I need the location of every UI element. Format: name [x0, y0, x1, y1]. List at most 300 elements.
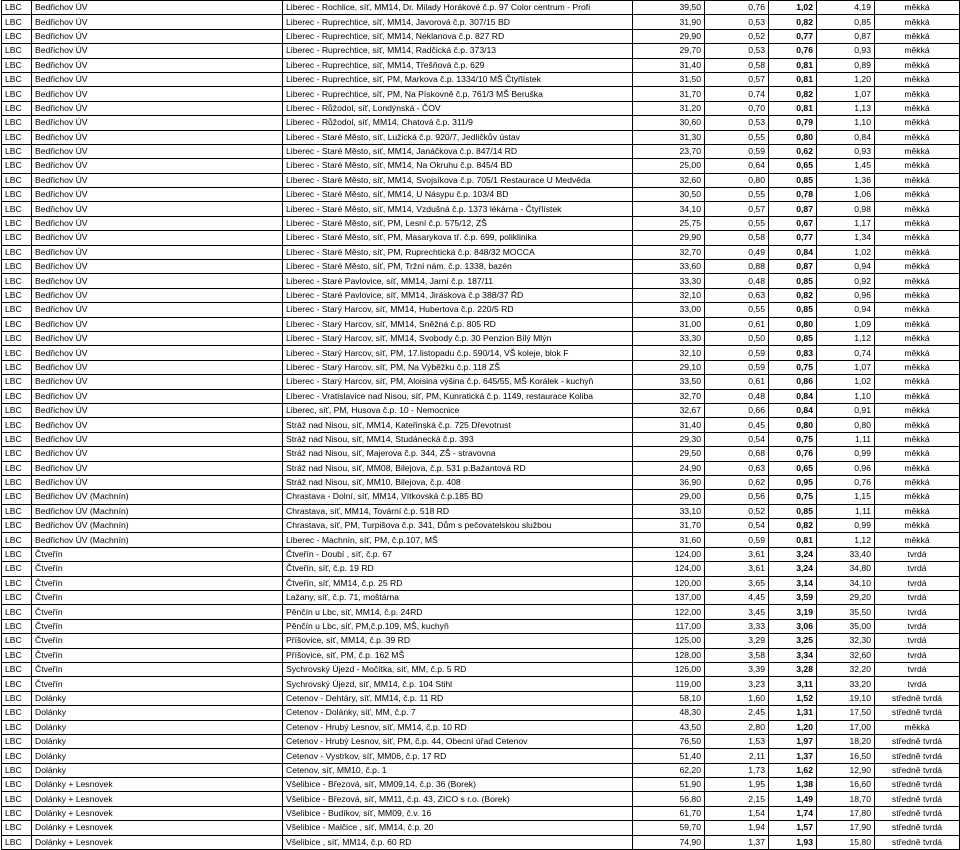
factor1-cell: 2,15: [705, 792, 769, 806]
hardness-cell: měkká: [875, 116, 960, 130]
location-cell: Liberec - Staré Město, síť, PM, Masarykova tř. č.p. 699, poliklinika: [283, 231, 633, 245]
numeric-cell: 29,90: [633, 29, 705, 43]
region-cell: LBC: [2, 547, 32, 561]
source-cell: Bedřichov ÚV: [32, 461, 283, 475]
source-cell: Bedřichov ÚV (Machnín): [32, 519, 283, 533]
factor2-cell: 33,20: [817, 677, 875, 691]
numeric-cell: 33,10: [633, 504, 705, 518]
factor1-cell: 0,52: [705, 29, 769, 43]
location-cell: Chrastava - Dolní, síť, MM14, Vítkovská č.p.185 BD: [283, 490, 633, 504]
factor2-cell: 1,12: [817, 331, 875, 345]
value-cell: 1,93: [769, 835, 817, 849]
region-cell: LBC: [2, 317, 32, 331]
table-row: [2, 15, 960, 29]
value-cell: 3,24: [769, 562, 817, 576]
location-cell: Liberec - Vratislavice nad Nisou, síť, PM, Kunratická č.p. 1149, restaurace Koliba: [283, 389, 633, 403]
table-row: [2, 634, 960, 648]
region-cell: LBC: [2, 806, 32, 820]
source-cell: Čtveřín: [32, 576, 283, 590]
region-cell: LBC: [2, 346, 32, 360]
hardness-cell: měkká: [875, 274, 960, 288]
factor1-cell: 0,88: [705, 260, 769, 274]
numeric-cell: 39,50: [633, 1, 705, 15]
factor1-cell: 0,55: [705, 130, 769, 144]
factor2-cell: 18,20: [817, 734, 875, 748]
table-row: [2, 533, 960, 547]
hardness-cell: měkká: [875, 389, 960, 403]
numeric-cell: 31,50: [633, 72, 705, 86]
value-cell: 1,62: [769, 763, 817, 777]
hardness-cell: měkká: [875, 173, 960, 187]
factor2-cell: 1,11: [817, 504, 875, 518]
factor2-cell: 0,89: [817, 58, 875, 72]
factor1-cell: 1,60: [705, 691, 769, 705]
factor1-cell: 1,95: [705, 778, 769, 792]
hardness-cell: měkká: [875, 216, 960, 230]
table-row: [2, 605, 960, 619]
factor2-cell: 0,76: [817, 475, 875, 489]
source-cell: Bedřichov ÚV: [32, 447, 283, 461]
value-cell: 0,80: [769, 418, 817, 432]
factor1-cell: 0,55: [705, 188, 769, 202]
hardness-cell: středně tvrdá: [875, 734, 960, 748]
factor1-cell: 0,58: [705, 231, 769, 245]
factor2-cell: 0,96: [817, 461, 875, 475]
factor1-cell: 3,39: [705, 662, 769, 676]
region-cell: LBC: [2, 677, 32, 691]
source-cell: Dolánky + Lesnovek: [32, 792, 283, 806]
factor1-cell: 1,73: [705, 763, 769, 777]
factor1-cell: 3,33: [705, 619, 769, 633]
factor2-cell: 34,80: [817, 562, 875, 576]
region-cell: LBC: [2, 216, 32, 230]
factor2-cell: 0,93: [817, 44, 875, 58]
table-row: [2, 331, 960, 345]
table-body: [2, 1, 960, 850]
value-cell: 0,79: [769, 116, 817, 130]
location-cell: Všelibice - Březová, síť, MM11, č.p. 43, ZICO s r.o. (Borek): [283, 792, 633, 806]
numeric-cell: 31,40: [633, 418, 705, 432]
table-row: [2, 173, 960, 187]
hardness-cell: měkká: [875, 188, 960, 202]
region-cell: LBC: [2, 821, 32, 835]
region-cell: LBC: [2, 576, 32, 590]
hardness-cell: měkká: [875, 317, 960, 331]
numeric-cell: 29,10: [633, 360, 705, 374]
hardness-cell: tvrdá: [875, 634, 960, 648]
factor1-cell: 3,61: [705, 562, 769, 576]
numeric-cell: 31,40: [633, 58, 705, 72]
value-cell: 0,62: [769, 144, 817, 158]
value-cell: 0,81: [769, 72, 817, 86]
factor1-cell: 0,59: [705, 533, 769, 547]
factor2-cell: 17,50: [817, 706, 875, 720]
region-cell: LBC: [2, 303, 32, 317]
table-row: [2, 1, 960, 15]
hardness-cell: měkká: [875, 44, 960, 58]
value-cell: 0,65: [769, 159, 817, 173]
value-cell: 0,65: [769, 461, 817, 475]
table-row: [2, 346, 960, 360]
location-cell: Chrastava, síť, PM, Turpišova č.p. 341, Dům s pečovatelskou službou: [283, 519, 633, 533]
location-cell: Stráž nad Nisou, síť, MM14, Kateřinská č.p. 725 Dřevotrust: [283, 418, 633, 432]
location-cell: Liberec - Růžodol, síť, Londýnská - ČOV: [283, 101, 633, 115]
value-cell: 3,06: [769, 619, 817, 633]
value-cell: 0,85: [769, 331, 817, 345]
factor2-cell: 1,10: [817, 389, 875, 403]
location-cell: Liberec - Staré Město, síť, PM, Tržní nám. č.p. 1338, bazén: [283, 260, 633, 274]
hardness-cell: měkká: [875, 432, 960, 446]
region-cell: LBC: [2, 648, 32, 662]
location-cell: Cetenov - Hrubý Lesnov, síť, PM, č.p. 44, Obecní úřad Cetenov: [283, 734, 633, 748]
region-cell: LBC: [2, 691, 32, 705]
numeric-cell: 61,70: [633, 806, 705, 820]
location-cell: Cetenov - Dolánky, síť, MM, č.p. 7: [283, 706, 633, 720]
source-cell: Bedřichov ÚV: [32, 403, 283, 417]
location-cell: Lažany, síť, č.p. 71, moštárna: [283, 591, 633, 605]
region-cell: LBC: [2, 1, 32, 15]
value-cell: 1,52: [769, 691, 817, 705]
table-row: [2, 749, 960, 763]
location-cell: Čtveřín - Doubí , síť, č.p. 67: [283, 547, 633, 561]
factor2-cell: 32,20: [817, 662, 875, 676]
table-row: [2, 130, 960, 144]
source-cell: Čtveřín: [32, 605, 283, 619]
source-cell: Bedřichov ÚV: [32, 173, 283, 187]
source-cell: Bedřichov ÚV: [32, 260, 283, 274]
hardness-cell: měkká: [875, 403, 960, 417]
table-row: [2, 648, 960, 662]
numeric-cell: 31,30: [633, 130, 705, 144]
location-cell: Liberec - Staré Město, síť, PM, Ruprechtická č.p. 848/32 MOCCA: [283, 245, 633, 259]
source-cell: Bedřichov ÚV: [32, 72, 283, 86]
source-cell: Bedřichov ÚV: [32, 1, 283, 15]
region-cell: LBC: [2, 173, 32, 187]
value-cell: 0,81: [769, 101, 817, 115]
table-row: [2, 375, 960, 389]
hardness-cell: tvrdá: [875, 662, 960, 676]
source-cell: Bedřichov ÚV: [32, 331, 283, 345]
source-cell: Bedřichov ÚV: [32, 101, 283, 115]
numeric-cell: 33,30: [633, 274, 705, 288]
factor1-cell: 0,49: [705, 245, 769, 259]
factor1-cell: 0,63: [705, 288, 769, 302]
numeric-cell: 137,00: [633, 591, 705, 605]
value-cell: 0,86: [769, 375, 817, 389]
region-cell: LBC: [2, 763, 32, 777]
value-cell: 0,87: [769, 202, 817, 216]
source-cell: Bedřichov ÚV (Machnín): [32, 533, 283, 547]
region-cell: LBC: [2, 360, 32, 374]
location-cell: Příšovice, síť, PM, č.p. 162 MŠ: [283, 648, 633, 662]
source-cell: Dolánky: [32, 749, 283, 763]
hardness-cell: středně tvrdá: [875, 821, 960, 835]
value-cell: 1,97: [769, 734, 817, 748]
numeric-cell: 32,67: [633, 403, 705, 417]
location-cell: Čtveřín, síť, č.p. 19 RD: [283, 562, 633, 576]
factor2-cell: 16,60: [817, 778, 875, 792]
factor1-cell: 3,45: [705, 605, 769, 619]
hardness-cell: měkká: [875, 490, 960, 504]
region-cell: LBC: [2, 475, 32, 489]
factor1-cell: 0,62: [705, 475, 769, 489]
source-cell: Bedřichov ÚV: [32, 288, 283, 302]
factor1-cell: 1,53: [705, 734, 769, 748]
location-cell: Liberec - Ruprechtice, síť, MM14, Neklanova č.p. 827 RD: [283, 29, 633, 43]
hardness-cell: středně tvrdá: [875, 749, 960, 763]
numeric-cell: 120,00: [633, 576, 705, 590]
factor1-cell: 0,61: [705, 317, 769, 331]
value-cell: 3,59: [769, 591, 817, 605]
factor2-cell: 1,45: [817, 159, 875, 173]
hardness-cell: měkká: [875, 130, 960, 144]
table-row: [2, 677, 960, 691]
value-cell: 3,28: [769, 662, 817, 676]
region-cell: LBC: [2, 662, 32, 676]
region-cell: LBC: [2, 202, 32, 216]
factor1-cell: 0,50: [705, 331, 769, 345]
hardness-cell: měkká: [875, 346, 960, 360]
value-cell: 0,77: [769, 29, 817, 43]
table-row: [2, 591, 960, 605]
value-cell: 1,49: [769, 792, 817, 806]
hardness-cell: středně tvrdá: [875, 835, 960, 849]
factor2-cell: 1,13: [817, 101, 875, 115]
hardness-cell: měkká: [875, 720, 960, 734]
factor1-cell: 0,64: [705, 159, 769, 173]
region-cell: LBC: [2, 562, 32, 576]
table-row: [2, 792, 960, 806]
factor2-cell: 33,40: [817, 547, 875, 561]
region-cell: LBC: [2, 403, 32, 417]
table-row: [2, 101, 960, 115]
factor2-cell: 1,17: [817, 216, 875, 230]
value-cell: 0,75: [769, 490, 817, 504]
factor2-cell: 32,60: [817, 648, 875, 662]
source-cell: Bedřichov ÚV: [32, 144, 283, 158]
numeric-cell: 31,90: [633, 15, 705, 29]
table-row: [2, 490, 960, 504]
factor2-cell: 0,99: [817, 447, 875, 461]
factor2-cell: 17,90: [817, 821, 875, 835]
table-row: [2, 475, 960, 489]
factor1-cell: 0,59: [705, 346, 769, 360]
location-cell: Liberec - Starý Harcov, síť, PM, 17.listopadu č.p. 590/14, VŠ koleje, blok F: [283, 346, 633, 360]
factor2-cell: 0,94: [817, 303, 875, 317]
location-cell: Cetenov - Hrubý Lesnov, síť, MM14, č.p. 10 RD: [283, 720, 633, 734]
factor2-cell: 0,74: [817, 346, 875, 360]
factor1-cell: 1,54: [705, 806, 769, 820]
table-row: [2, 547, 960, 561]
location-cell: Stráž nad Nisou, síť, Majerova č.p. 344, ZŠ - stravovna: [283, 447, 633, 461]
numeric-cell: 117,00: [633, 619, 705, 633]
table-row: [2, 691, 960, 705]
table-row: [2, 662, 960, 676]
factor2-cell: 1,07: [817, 87, 875, 101]
value-cell: 0,81: [769, 58, 817, 72]
value-cell: 0,82: [769, 519, 817, 533]
hardness-cell: středně tvrdá: [875, 792, 960, 806]
source-cell: Bedřichov ÚV: [32, 44, 283, 58]
value-cell: 3,34: [769, 648, 817, 662]
source-cell: Čtveřín: [32, 619, 283, 633]
value-cell: 0,80: [769, 130, 817, 144]
hardness-cell: měkká: [875, 447, 960, 461]
factor1-cell: 3,23: [705, 677, 769, 691]
region-cell: LBC: [2, 58, 32, 72]
location-cell: Liberec - Starý Harcov, síť, MM14, Svobody č.p. 30 Penzion Bílý Mlýn: [283, 331, 633, 345]
table-row: [2, 504, 960, 518]
region-cell: LBC: [2, 159, 32, 173]
region-cell: LBC: [2, 634, 32, 648]
numeric-cell: 30,50: [633, 188, 705, 202]
location-cell: Liberec - Staré Město, síť, Lužická č.p. 920/7, Jedličkův ústav: [283, 130, 633, 144]
numeric-cell: 33,60: [633, 260, 705, 274]
location-cell: Čtveřín, síť, MM14, č.p. 25 RD: [283, 576, 633, 590]
numeric-cell: 25,00: [633, 159, 705, 173]
numeric-cell: 128,00: [633, 648, 705, 662]
numeric-cell: 76,50: [633, 734, 705, 748]
factor2-cell: 18,70: [817, 792, 875, 806]
value-cell: 0,76: [769, 447, 817, 461]
hardness-cell: měkká: [875, 202, 960, 216]
numeric-cell: 32,70: [633, 245, 705, 259]
table-row: [2, 389, 960, 403]
value-cell: 0,85: [769, 504, 817, 518]
value-cell: 1,37: [769, 749, 817, 763]
source-cell: Bedřichov ÚV (Machnín): [32, 490, 283, 504]
source-cell: Dolánky: [32, 691, 283, 705]
location-cell: Liberec - Staré Město, síť, MM14, U Násypu č.p. 103/4 BD: [283, 188, 633, 202]
location-cell: Liberec - Ruprechtice, síť, MM14, Javorová č.p. 307/15 BD: [283, 15, 633, 29]
value-cell: 1,02: [769, 1, 817, 15]
hardness-cell: tvrdá: [875, 619, 960, 633]
location-cell: Liberec - Staré Město, síť, PM, Lesní č.p. 575/12, ZŠ: [283, 216, 633, 230]
table-row: [2, 461, 960, 475]
factor1-cell: 0,66: [705, 403, 769, 417]
region-cell: LBC: [2, 245, 32, 259]
hardness-cell: měkká: [875, 144, 960, 158]
location-cell: Všelibice - Březová, síť, MM09,14, č.p. 36 (Borek): [283, 778, 633, 792]
factor1-cell: 3,29: [705, 634, 769, 648]
table-row: [2, 432, 960, 446]
region-cell: LBC: [2, 389, 32, 403]
factor2-cell: 0,80: [817, 418, 875, 432]
factor1-cell: 0,56: [705, 490, 769, 504]
hardness-cell: měkká: [875, 231, 960, 245]
factor2-cell: 1,36: [817, 173, 875, 187]
location-cell: Cetenov - Vystrkov, síť, MM06, č.p. 17 RD: [283, 749, 633, 763]
source-cell: Bedřichov ÚV: [32, 389, 283, 403]
factor2-cell: 0,96: [817, 288, 875, 302]
source-cell: Bedřichov ÚV: [32, 346, 283, 360]
table-row: [2, 806, 960, 820]
region-cell: LBC: [2, 418, 32, 432]
location-cell: Pěnčín u Lbc, síť, MM14, č.p. 24RD: [283, 605, 633, 619]
factor2-cell: 1,20: [817, 72, 875, 86]
table-row: [2, 288, 960, 302]
hardness-cell: měkká: [875, 159, 960, 173]
table-row: [2, 720, 960, 734]
factor2-cell: 0,99: [817, 519, 875, 533]
location-cell: Pěnčín u Lbc, síť, PM,č.p.109, MŠ, kuchyň: [283, 619, 633, 633]
factor1-cell: 4,45: [705, 591, 769, 605]
value-cell: 0,77: [769, 231, 817, 245]
value-cell: 0,78: [769, 188, 817, 202]
region-cell: LBC: [2, 447, 32, 461]
value-cell: 0,84: [769, 403, 817, 417]
numeric-cell: 32,10: [633, 346, 705, 360]
region-cell: LBC: [2, 116, 32, 130]
table-row: [2, 519, 960, 533]
region-cell: LBC: [2, 432, 32, 446]
location-cell: Liberec - Ruprechtice, síť, PM, Markova č.p. 1334/10 MŠ Čtyřlístek: [283, 72, 633, 86]
region-cell: LBC: [2, 835, 32, 849]
factor1-cell: 1,37: [705, 835, 769, 849]
hardness-cell: tvrdá: [875, 576, 960, 590]
location-cell: Stráž nad Nisou, síť, MM08, Bilejova, č.p. 531 p.Bažantová RD: [283, 461, 633, 475]
factor2-cell: 19,10: [817, 691, 875, 705]
factor2-cell: 17,80: [817, 806, 875, 820]
value-cell: 3,14: [769, 576, 817, 590]
factor1-cell: 0,48: [705, 274, 769, 288]
numeric-cell: 51,90: [633, 778, 705, 792]
numeric-cell: 29,50: [633, 447, 705, 461]
source-cell: Bedřichov ÚV: [32, 303, 283, 317]
hardness-cell: středně tvrdá: [875, 706, 960, 720]
table-row: [2, 706, 960, 720]
factor2-cell: 4,19: [817, 1, 875, 15]
location-cell: Liberec - Starý Harcov, síť, MM14, Sněžná č.p. 805 RD: [283, 317, 633, 331]
factor1-cell: 0,61: [705, 375, 769, 389]
location-cell: Liberec - Staré Město, síť, MM14, Janáčkova č.p. 847/14 RD: [283, 144, 633, 158]
source-cell: Dolánky + Lesnovek: [32, 806, 283, 820]
numeric-cell: 59,70: [633, 821, 705, 835]
table-row: [2, 87, 960, 101]
factor2-cell: 0,85: [817, 15, 875, 29]
numeric-cell: 29,30: [633, 432, 705, 446]
location-cell: Všelibice - Malčice , síť, MM14, č.p. 20: [283, 821, 633, 835]
region-cell: LBC: [2, 533, 32, 547]
factor1-cell: 2,45: [705, 706, 769, 720]
source-cell: Bedřichov ÚV: [32, 245, 283, 259]
hardness-cell: tvrdá: [875, 677, 960, 691]
source-cell: Bedřichov ÚV: [32, 29, 283, 43]
numeric-cell: 124,00: [633, 562, 705, 576]
table-row: [2, 260, 960, 274]
data-table: [1, 0, 960, 850]
numeric-cell: 62,20: [633, 763, 705, 777]
location-cell: Liberec - Ruprechtice, síť, PM, Na Pískovně č.p. 761/3 MŠ Beruška: [283, 87, 633, 101]
factor1-cell: 0,80: [705, 173, 769, 187]
factor1-cell: 0,48: [705, 389, 769, 403]
table-row: [2, 317, 960, 331]
table-row: [2, 245, 960, 259]
factor2-cell: 0,98: [817, 202, 875, 216]
source-cell: Čtveřín: [32, 562, 283, 576]
table-row: [2, 576, 960, 590]
table-row: [2, 29, 960, 43]
numeric-cell: 51,40: [633, 749, 705, 763]
source-cell: Dolánky + Lesnovek: [32, 821, 283, 835]
table-row: [2, 44, 960, 58]
table-row: [2, 360, 960, 374]
hardness-cell: měkká: [875, 101, 960, 115]
source-cell: Čtveřín: [32, 677, 283, 691]
hardness-cell: měkká: [875, 245, 960, 259]
value-cell: 0,87: [769, 260, 817, 274]
location-cell: Liberec - Starý Harcov, síť, PM, Na Výběžku č.p. 118 ZŠ: [283, 360, 633, 374]
